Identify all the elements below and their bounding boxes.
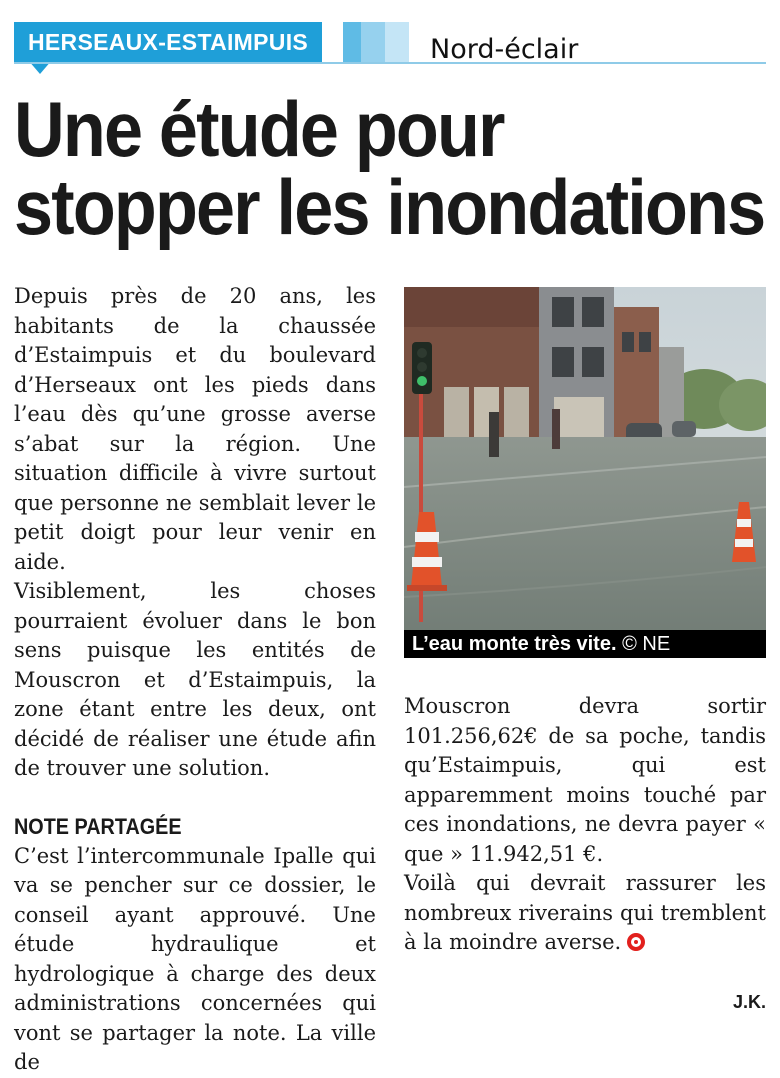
photo-credit: © NE [622, 633, 671, 655]
flooded-street-image [404, 287, 766, 657]
paragraph-conclusion [404, 869, 766, 958]
header-rule [14, 62, 766, 64]
headline-line-1: Une étude pour [14, 85, 504, 173]
conclusion-text: Voilà qui devrait rassurer les nombreux riverains qui tremblent à la moindre averse. [404, 871, 766, 954]
photo-caption [404, 630, 766, 658]
headline [14, 85, 765, 251]
rubric-stripe [361, 22, 385, 62]
rubric-stripe [343, 22, 361, 62]
paragraph-intro: Depuis près de 20 ans, les habitants de la chaussée d’Estaimpuis et du boulevard d’Herseaux ont les pieds dans l’eau dès qu’une grosse averse s’abat sur la région. Une situation difficile à vivre surtout que personne ne semblait lever le petit doigt pour leur venir en aide. [14, 284, 376, 574]
headline-line-2: stopper les inondations [14, 163, 765, 251]
section-rubric: HERSEAUX-ESTAIMPUIS [14, 22, 322, 62]
article-header [0, 0, 780, 90]
article-column-right [404, 692, 766, 958]
author-initials: J.K. [732, 992, 766, 1012]
paragraph-costs: Mouscron devra sortir 101.256,62€ de sa poche, tandis qu’Estaimpuis, qui est apparemment moins touché par ces inondations, ne devra payer « que » 11.942,51 €. [404, 694, 766, 866]
newspaper-brand: Nord-éclair [430, 34, 579, 65]
article-column-left [14, 282, 376, 1078]
paragraph-evolution: Visiblement, les choses pourraient évoluer dans le bon sens puisque les entités de Mouscron et d’Estaimpuis, la zone étant entre les deux, ont décidé de réaliser une étude afin de trouver une solution. [14, 579, 376, 780]
paragraph-ipalle: C’est l’intercommunale Ipalle qui va se pencher sur ce dossier, le conseil ayant approuvé. Une étude hydraulique et hydrologique à charge des deux administrations concernées qui vont se partager la note. La ville de [14, 843, 376, 1074]
rubric-stripe [385, 22, 409, 62]
end-mark-icon [627, 933, 645, 951]
subheading: NOTE PARTAGÉE [14, 813, 182, 839]
caption-text: L’eau monte très vite. [412, 633, 617, 655]
flood-photo [404, 287, 766, 657]
